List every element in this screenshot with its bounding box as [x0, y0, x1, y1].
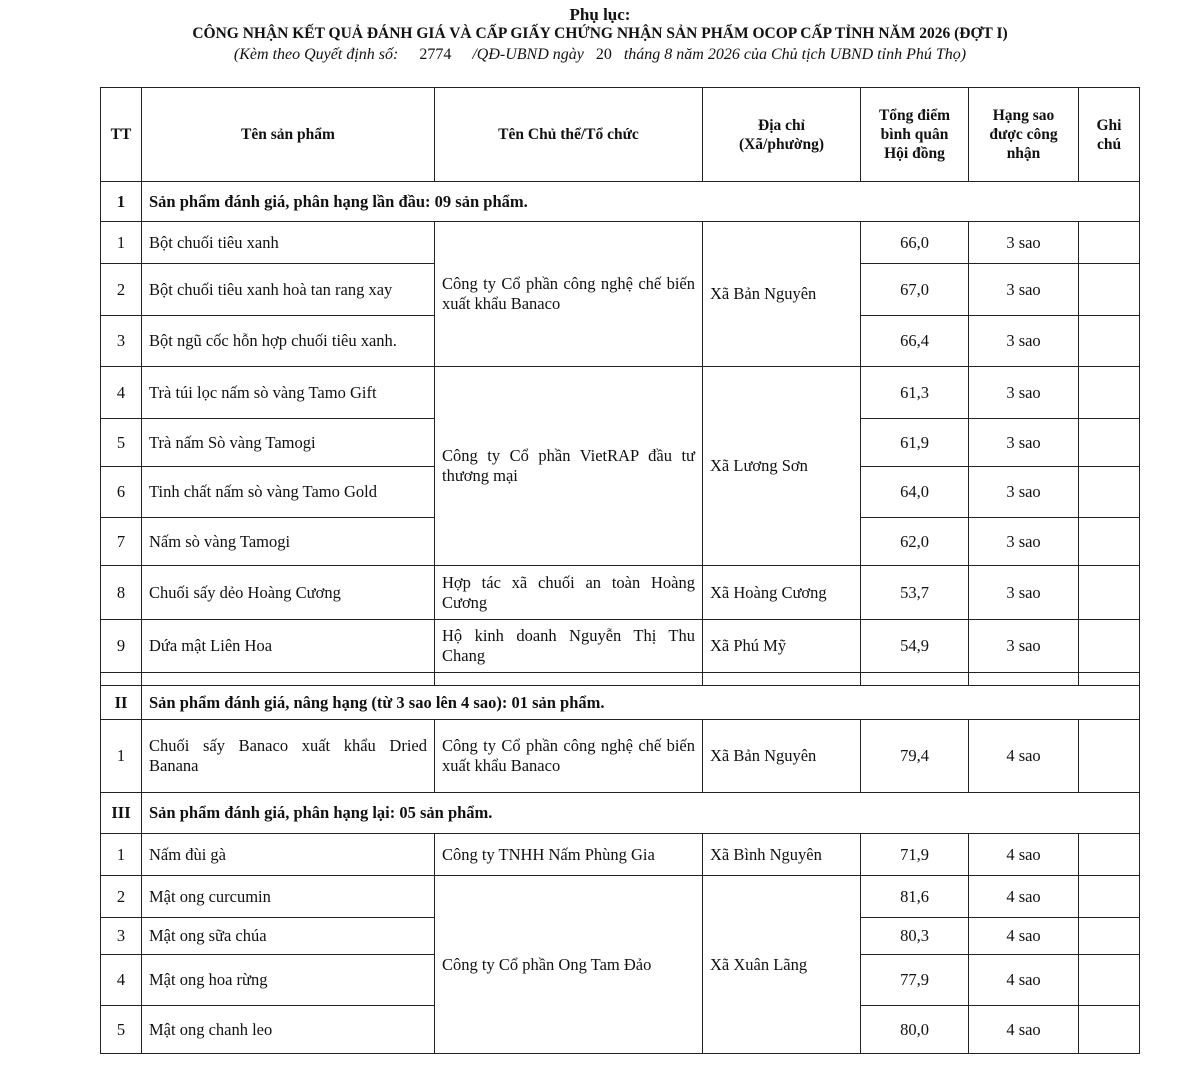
row-owner: Công ty Cổ phần VietRAP đầu tư thương mại	[435, 367, 703, 566]
row-tt: 6	[101, 467, 142, 518]
section-title: Sản phẩm đánh giá, phân hạng lần đầu: 09 sản phẩm.	[142, 182, 1140, 222]
row-score: 81,6	[861, 876, 969, 918]
table-header-row	[101, 88, 1140, 182]
row-address: Xã Xuân Lãng	[703, 876, 861, 1054]
row-tt: 7	[101, 518, 142, 566]
row-score: 61,3	[861, 367, 969, 419]
row-product: Bột chuối tiêu xanh hoà tan rang xay	[142, 264, 435, 316]
header-product: Tên sản phẩm	[142, 88, 435, 182]
page-break-gap	[101, 673, 1140, 686]
table-row	[101, 367, 1140, 419]
row-note	[1079, 918, 1140, 955]
row-tt: 4	[101, 367, 142, 419]
table-row	[101, 834, 1140, 876]
row-note	[1079, 1006, 1140, 1054]
section-row	[101, 686, 1140, 720]
header-stars: Hạng sao được công nhận	[969, 88, 1079, 182]
row-stars: 4 sao	[969, 918, 1079, 955]
row-tt: 5	[101, 1006, 142, 1054]
row-product: Trà túi lọc nấm sò vàng Tamo Gift	[142, 367, 435, 419]
row-score: 61,9	[861, 419, 969, 467]
table-row	[101, 620, 1140, 673]
table-row	[101, 720, 1140, 793]
row-address: Xã Hoàng Cương	[703, 566, 861, 620]
row-stars: 3 sao	[969, 467, 1079, 518]
row-product: Mật ong curcumin	[142, 876, 435, 918]
row-note	[1079, 620, 1140, 673]
row-score: 62,0	[861, 518, 969, 566]
row-tt: 8	[101, 566, 142, 620]
row-product: Tinh chất nấm sò vàng Tamo Gold	[142, 467, 435, 518]
row-stars: 3 sao	[969, 518, 1079, 566]
section-number: II	[101, 686, 142, 720]
row-product: Nấm sò vàng Tamogi	[142, 518, 435, 566]
row-tt: 9	[101, 620, 142, 673]
decision-prefix: (Kèm theo Quyết định số:	[233, 46, 399, 63]
row-product: Nấm đùi gà	[142, 834, 435, 876]
row-note	[1079, 834, 1140, 876]
row-tt: 2	[101, 876, 142, 918]
row-product: Bột ngũ cốc hỗn hợp chuối tiêu xanh.	[142, 316, 435, 367]
row-owner: Công ty Cổ phần công nghệ chế biến xuất khẩu Banaco	[435, 720, 703, 793]
row-score: 67,0	[861, 264, 969, 316]
row-address: Xã Bản Nguyên	[703, 222, 861, 367]
row-score: 80,0	[861, 1006, 969, 1054]
row-tt: 3	[101, 918, 142, 955]
row-score: 53,7	[861, 566, 969, 620]
row-stars: 3 sao	[969, 222, 1079, 264]
row-owner: Công ty Cổ phần Ong Tam Đảo	[435, 876, 703, 1054]
row-address: Xã Lương Sơn	[703, 367, 861, 566]
row-tt: 1	[101, 834, 142, 876]
row-owner: Công ty TNHH Nấm Phùng Gia	[435, 834, 703, 876]
row-note	[1079, 720, 1140, 793]
header-tt: TT	[101, 88, 142, 182]
row-owner: Hộ kinh doanh Nguyễn Thị Thu Chang	[435, 620, 703, 673]
row-tt: 2	[101, 264, 142, 316]
row-note	[1079, 419, 1140, 467]
row-note	[1079, 264, 1140, 316]
row-address: Xã Bình Nguyên	[703, 834, 861, 876]
header-address: Địa chỉ (Xã/phường)	[703, 88, 861, 182]
row-stars: 3 sao	[969, 566, 1079, 620]
header-note: Ghi chú	[1079, 88, 1140, 182]
row-stars: 4 sao	[969, 876, 1079, 918]
section-row	[101, 793, 1140, 834]
row-score: 66,4	[861, 316, 969, 367]
row-note	[1079, 876, 1140, 918]
document-subtitle: CÔNG NHẬN KẾT QUẢ ĐÁNH GIÁ VÀ CẤP GIẤY CHỨNG NHẬN SẢN PHẨM OCOP CẤP TỈNH NĂM 2026 (ĐỢT I)	[192, 25, 1008, 42]
row-score: 79,4	[861, 720, 969, 793]
row-score: 71,9	[861, 834, 969, 876]
decision-day: 20	[595, 46, 612, 63]
section-title: Sản phẩm đánh giá, nâng hạng (từ 3 sao lên 4 sao): 01 sản phẩm.	[142, 686, 1140, 720]
decision-number: 2774	[419, 46, 452, 63]
row-product: Trà nấm Sò vàng Tamogi	[142, 419, 435, 467]
row-tt: 1	[101, 222, 142, 264]
row-stars: 4 sao	[969, 955, 1079, 1006]
row-product: Mật ong chanh leo	[142, 1006, 435, 1054]
decision-suffix: tháng 8 năm 2026 của Chủ tịch UBND tỉnh Phú Thọ)	[623, 46, 967, 63]
section-title: Sản phẩm đánh giá, phân hạng lại: 05 sản phẩm.	[142, 793, 1140, 834]
row-stars: 3 sao	[969, 264, 1079, 316]
header-owner: Tên Chủ thể/Tổ chức	[435, 88, 703, 182]
row-owner: Công ty Cổ phần công nghệ chế biến xuất khẩu Banaco	[435, 222, 703, 367]
row-score: 66,0	[861, 222, 969, 264]
table-row	[101, 876, 1140, 918]
decision-middle: /QĐ-UBND ngày	[472, 46, 584, 63]
row-stars: 4 sao	[969, 834, 1079, 876]
row-note	[1079, 566, 1140, 620]
row-tt: 4	[101, 955, 142, 1006]
row-score: 64,0	[861, 467, 969, 518]
row-note	[1079, 367, 1140, 419]
row-score: 77,9	[861, 955, 969, 1006]
row-stars: 3 sao	[969, 419, 1079, 467]
row-note	[1079, 222, 1140, 264]
section-row	[101, 182, 1140, 222]
row-product: Mật ong hoa rừng	[142, 955, 435, 1006]
row-tt: 3	[101, 316, 142, 367]
row-note	[1079, 467, 1140, 518]
decision-reference	[0, 46, 1200, 64]
row-note	[1079, 316, 1140, 367]
row-product: Mật ong sữa chúa	[142, 918, 435, 955]
row-product: Bột chuối tiêu xanh	[142, 222, 435, 264]
row-tt: 5	[101, 419, 142, 467]
row-score: 80,3	[861, 918, 969, 955]
row-product: Chuối sấy Banaco xuất khẩu Dried Banana	[142, 720, 435, 793]
row-owner: Hợp tác xã chuối an toàn Hoàng Cương	[435, 566, 703, 620]
row-note	[1079, 955, 1140, 1006]
appendix-title: Phụ lục:	[569, 5, 631, 24]
row-stars: 3 sao	[969, 620, 1079, 673]
header-score: Tổng điểm bình quân Hội đồng	[861, 88, 969, 182]
row-score: 54,9	[861, 620, 969, 673]
row-stars: 4 sao	[969, 1006, 1079, 1054]
section-number: 1	[101, 182, 142, 222]
row-note	[1079, 518, 1140, 566]
table-row	[101, 222, 1140, 264]
row-stars: 4 sao	[969, 720, 1079, 793]
row-address: Xã Bản Nguyên	[703, 720, 861, 793]
row-product: Chuối sấy dẻo Hoàng Cương	[142, 566, 435, 620]
section-number: III	[101, 793, 142, 834]
ocop-results-table	[100, 87, 1140, 1054]
row-tt: 1	[101, 720, 142, 793]
table-row	[101, 566, 1140, 620]
row-stars: 3 sao	[969, 316, 1079, 367]
row-product: Dứa mật Liên Hoa	[142, 620, 435, 673]
row-stars: 3 sao	[969, 367, 1079, 419]
row-address: Xã Phú Mỹ	[703, 620, 861, 673]
